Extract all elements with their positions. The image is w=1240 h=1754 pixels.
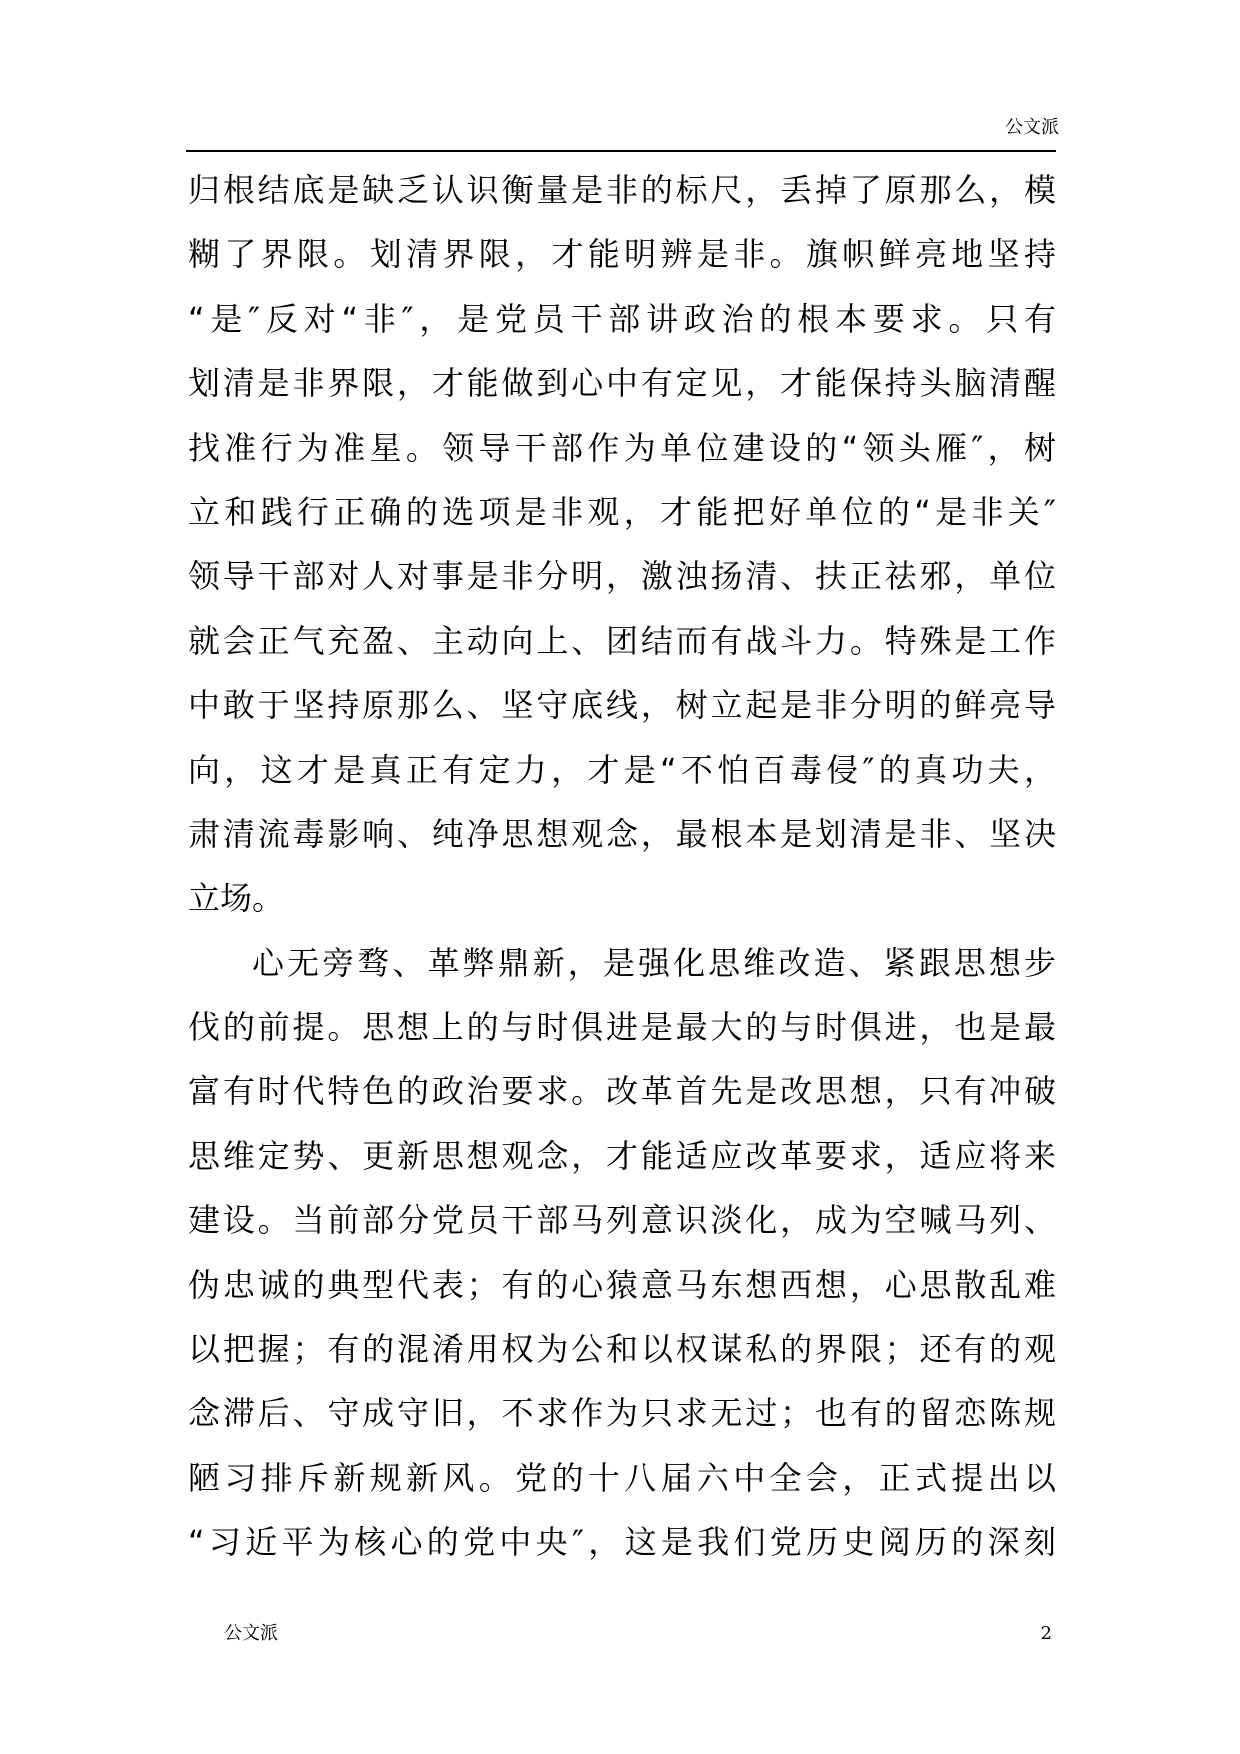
- body-line: 建设。当前部分党员干部马列意识淡化，成为空喊马列、: [188, 1201, 1056, 1240]
- body-line: “是″反对“非″，是党员干部讲政治的根本要求。只有: [188, 299, 1056, 338]
- body-line: 立和践行正确的选项是非观，才能把好单位的“是非关″: [188, 492, 1056, 531]
- body-line: 归根结底是缺乏认识衡量是非的标尺，丢掉了原那么，模: [188, 171, 1056, 209]
- page-footer-text: 公文派: [224, 1623, 278, 1644]
- body-line: 向，这才是真正有定力，才是“不怕百毒侵″的真功夫，: [188, 750, 1056, 789]
- body-line: 以把握；有的混淆用权为公和以权谋私的界限；还有的观: [188, 1330, 1056, 1369]
- page-number: 2: [1040, 1623, 1052, 1644]
- body-line: 伐的前提。思想上的与时俱进是最大的与时俱进，也是最: [188, 1008, 1056, 1047]
- document-body: [188, 158, 1056, 1575]
- header-divider: [186, 150, 1056, 152]
- body-line: 立场。: [188, 879, 285, 918]
- body-line: 陋习排斥新规新风。党的十八届六中全会，正式提出以: [188, 1458, 1056, 1497]
- body-line: 伪忠诚的典型代表；有的心猿意马东想西想，心思散乱难: [188, 1265, 1056, 1304]
- body-line: 念滞后、守成守旧，不求作为只求无过；也有的留恋陈规: [188, 1394, 1056, 1433]
- body-line: 就会正气充盈、主动向上、团结而有战斗力。特殊是工作: [188, 621, 1056, 660]
- body-line: 领导干部对人对事是非分明，激浊扬清、扶正祛邪，单位: [188, 557, 1056, 596]
- body-line: 中敢于坚持原那么、坚守底线，树立起是非分明的鲜亮导: [188, 686, 1056, 725]
- body-line: 思维定势、更新思想观念，才能适应改革要求，适应将来: [188, 1136, 1056, 1175]
- page-header-text: 公文派: [1005, 117, 1059, 138]
- body-line: 肃清流毒影响、纯净思想观念，最根本是划清是非、坚决: [188, 814, 1056, 853]
- body-line: 划清是非界限，才能做到心中有定见，才能保持头脑清醒: [188, 364, 1056, 403]
- body-line: “习近平为核心的党中央″，这是我们党历史阅历的深刻: [188, 1523, 1056, 1562]
- body-line: 糊了界限。划清界限，才能明辨是非。旗帜鲜亮地坚持: [188, 235, 1056, 274]
- body-line: 找准行为准星。领导干部作为单位建设的“领头雁″，树: [188, 428, 1056, 467]
- body-line: 富有时代特色的政治要求。改革首先是改思想，只有冲破: [188, 1072, 1056, 1111]
- body-line: 心无旁骛、革弊鼎新，是强化思维改造、紧跟思想步: [252, 943, 1056, 982]
